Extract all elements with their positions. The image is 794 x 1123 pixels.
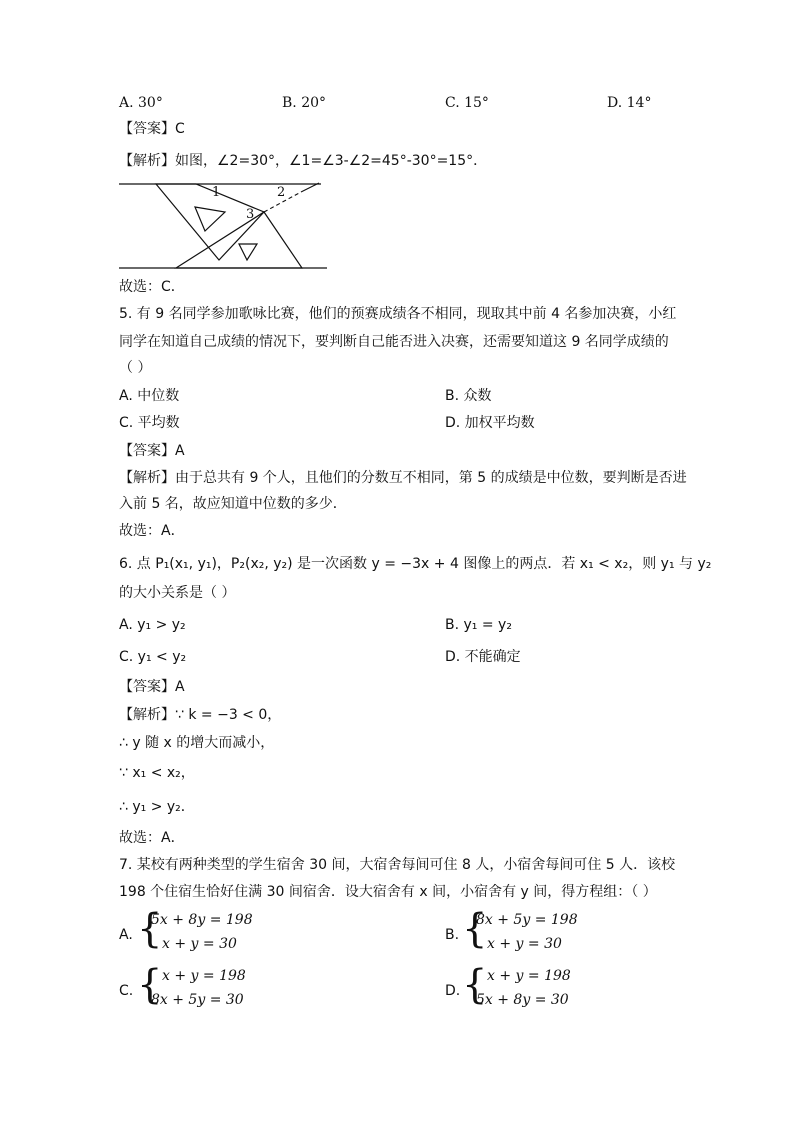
q5-option-c: C. 平均数	[119, 415, 180, 431]
q5-option-d: D. 加权平均数	[445, 415, 535, 431]
q7-option-d-eq1: x + y = 198	[487, 968, 571, 984]
q6-stem-line-1: 6. 点 P₁(x₁, y₁)，P₂(x₂, y₂) 是一次函数 y = −3x + 4 图像上的两点．若 x₁ < x₂，则 y₁ 与 y₂	[119, 556, 712, 572]
q7-option-d-eq2: 5x + 8y = 30	[476, 992, 569, 1008]
q7-option-d-brace: {	[462, 962, 488, 1008]
q5-stem-line-2: 同学在知道自己成绩的情况下，要判断自己能否进入决赛，还需要知道这 9 名同学成绩的	[119, 334, 669, 350]
q6-option-c: C. y₁ < y₂	[119, 649, 187, 665]
q4-option-b: B. 20°	[282, 95, 327, 111]
figure-label-3: 3	[246, 207, 255, 222]
q4-answer: 【答案】C	[119, 121, 185, 137]
q4-option-c: C. 15°	[445, 95, 489, 111]
figure-label-2: 2	[277, 185, 286, 200]
q4-triangle-ruler-figure	[119, 176, 331, 274]
q7-option-b-eq1: 8x + 5y = 198	[476, 912, 578, 928]
q5-option-b: B. 众数	[445, 388, 492, 404]
q6-option-d: D. 不能确定	[445, 649, 521, 665]
q6-stem-line-2: 的大小关系是（ ）	[119, 585, 236, 601]
q4-analysis: 【解析】如图，∠2=30°，∠1=∠3-∠2=45°-30°=15°．	[119, 153, 488, 169]
q7-option-c-eq2: 8x + 5y = 30	[151, 992, 244, 1008]
q6-analysis-line-2: ∴ y 随 x 的增大而减小，	[119, 735, 275, 751]
q4-option-a: A. 30°	[119, 95, 163, 111]
q5-analysis-line-2: 入前 5 名，故应知道中位数的多少．	[119, 496, 347, 512]
q7-option-a-label: A.	[119, 927, 133, 943]
q7-stem-line-1: 7. 某校有两种类型的学生宿舍 30 间，大宿舍每间可住 8 人，小宿舍每间可住 5 人．该校	[119, 857, 676, 873]
q7-option-c-eq1: x + y = 198	[162, 968, 246, 984]
q7-option-c-brace: {	[137, 962, 163, 1008]
q5-stem-line-3: （ ）	[119, 360, 152, 376]
q6-answer: 【答案】A	[119, 679, 185, 695]
q7-option-a-eq1: 5x + 8y = 198	[151, 912, 253, 928]
q5-analysis-line-1: 【解析】由于总共有 9 个人，且他们的分数互不相同，第 5 的成绩是中位数，要判断是否进	[119, 470, 687, 486]
q7-option-b-brace: {	[462, 906, 488, 952]
q6-option-a: A. y₁ > y₂	[119, 617, 186, 633]
q7-stem-line-2: 198 个住宿生恰好住满 30 间宿舍．设大宿舍有 x 间，小宿舍有 y 间，得方程组：（ ）	[119, 884, 657, 900]
q5-option-a: A. 中位数	[119, 388, 180, 404]
q7-option-a-eq2: x + y = 30	[162, 936, 237, 952]
q4-conclusion: 故选：C．	[119, 279, 185, 295]
q7-option-c-label: C.	[119, 983, 134, 999]
q7-option-b-eq2: x + y = 30	[487, 936, 562, 952]
q7-option-d-label: D.	[445, 983, 461, 999]
q5-answer: 【答案】A	[119, 443, 185, 459]
q6-analysis-line-4: ∴ y₁ > y₂．	[119, 799, 195, 815]
q6-analysis-line-3: ∵ x₁ < x₂，	[119, 765, 195, 781]
q5-conclusion: 故选：A．	[119, 523, 185, 539]
q4-option-d: D. 14°	[607, 95, 652, 111]
figure-label-1: 1	[212, 185, 221, 200]
q6-analysis-line-1: 【解析】∵ k = −3 < 0，	[119, 707, 282, 723]
q7-option-a-brace: {	[137, 906, 163, 952]
q7-option-b-label: B.	[445, 927, 460, 943]
q6-conclusion: 故选：A．	[119, 830, 185, 846]
q6-option-b: B. y₁ = y₂	[445, 617, 512, 633]
q5-stem-line-1: 5. 有 9 名同学参加歌咏比赛，他们的预赛成绩各不相同，现取其中前 4 名参加决赛，小红	[119, 306, 677, 322]
